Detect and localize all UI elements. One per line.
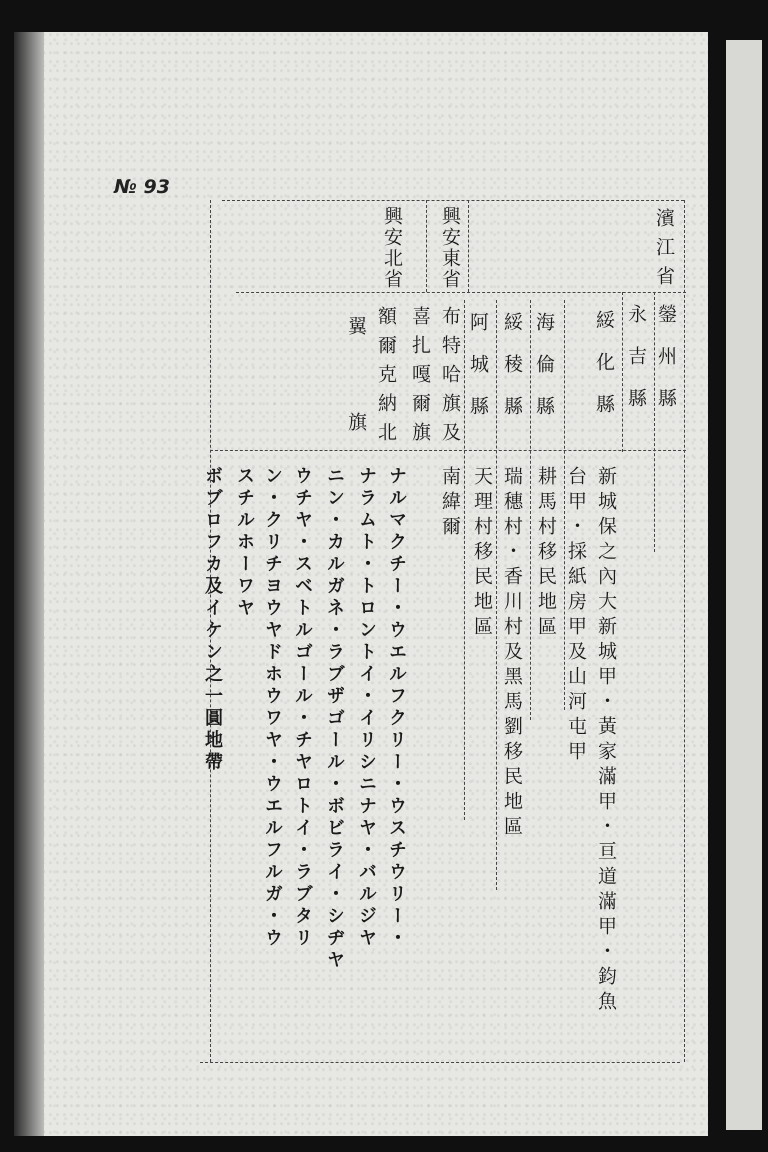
area-suika-1: 新城保之內大新城甲・黃家滿甲・亘道滿甲・鈞魚: [595, 466, 617, 1016]
province-koan-to: 興安東省: [439, 206, 461, 290]
county-ergune-2: 翼: [345, 316, 367, 337]
county-ergune: 額爾克納北: [375, 306, 397, 451]
county-shoshu: 鎣州縣: [655, 304, 677, 430]
province-binkou: 濱江省: [653, 208, 675, 295]
county-futokuha: 布特哈旗及: [439, 306, 461, 451]
area-ergune-6: スチルホーワヤ: [234, 466, 255, 620]
column-rule-4: [530, 300, 531, 720]
area-ajo: 天理村移民地區: [471, 466, 493, 641]
area-ergune-5: ン・クリチヨウヤドホウワヤ・ウエルフルガ・ウ: [262, 466, 283, 950]
page-gutter-shadow: [14, 32, 44, 1136]
area-ergune-3: ニン・カルガネ・ラブザゴール・ボビライ・シヂヤ: [324, 466, 345, 972]
area-suika-2: 台甲・採紙房甲及山河屯甲: [565, 466, 587, 766]
column-rule-2: [622, 292, 623, 452]
province-koan-hoku: 興安北省: [381, 206, 403, 290]
county-kairin: 海倫縣: [533, 312, 555, 438]
county-ajo: 阿城縣: [467, 312, 489, 438]
county-ergune-3: 旗: [345, 412, 367, 433]
area-ergune-1: ナルマクチー・ウエルフクリー・ウスチウリー・: [386, 466, 407, 950]
province-rule-2: [426, 200, 427, 292]
table-top-rule: [222, 200, 684, 201]
province-rule-1: [468, 200, 469, 292]
area-ergune-2: ナラムト・トロントイ・イリシニナヤ・バルジヤ: [356, 466, 377, 950]
province-divider-rule: [236, 292, 686, 293]
area-ergune-7: ボブロフカ及イケン之一圓地帶: [202, 466, 223, 774]
county-kisatsugaji: 喜扎嘎爾旗: [409, 306, 431, 451]
county-suiryo: 綏稜縣: [501, 312, 523, 438]
column-rule-6: [464, 300, 465, 820]
area-suiryo: 瑞穗村・香川村及黑馬劉移民地區: [501, 466, 523, 841]
adjacent-page-edge: [726, 40, 762, 1130]
county-eikichi: 永吉縣: [625, 304, 647, 430]
column-rule-5: [496, 300, 497, 890]
county-suika: 綏化縣: [593, 310, 615, 436]
page-number: № 93: [114, 176, 170, 198]
table-bottom-rule: [200, 1062, 680, 1063]
table-right-border: [684, 200, 685, 1062]
area-futokuha: 南緯爾: [439, 466, 461, 541]
area-ergune-4: ウチヤ・スベトルゴール・チヤロトイ・ラブタリ: [292, 466, 313, 950]
area-kairin: 耕馬村移民地區: [535, 466, 557, 641]
